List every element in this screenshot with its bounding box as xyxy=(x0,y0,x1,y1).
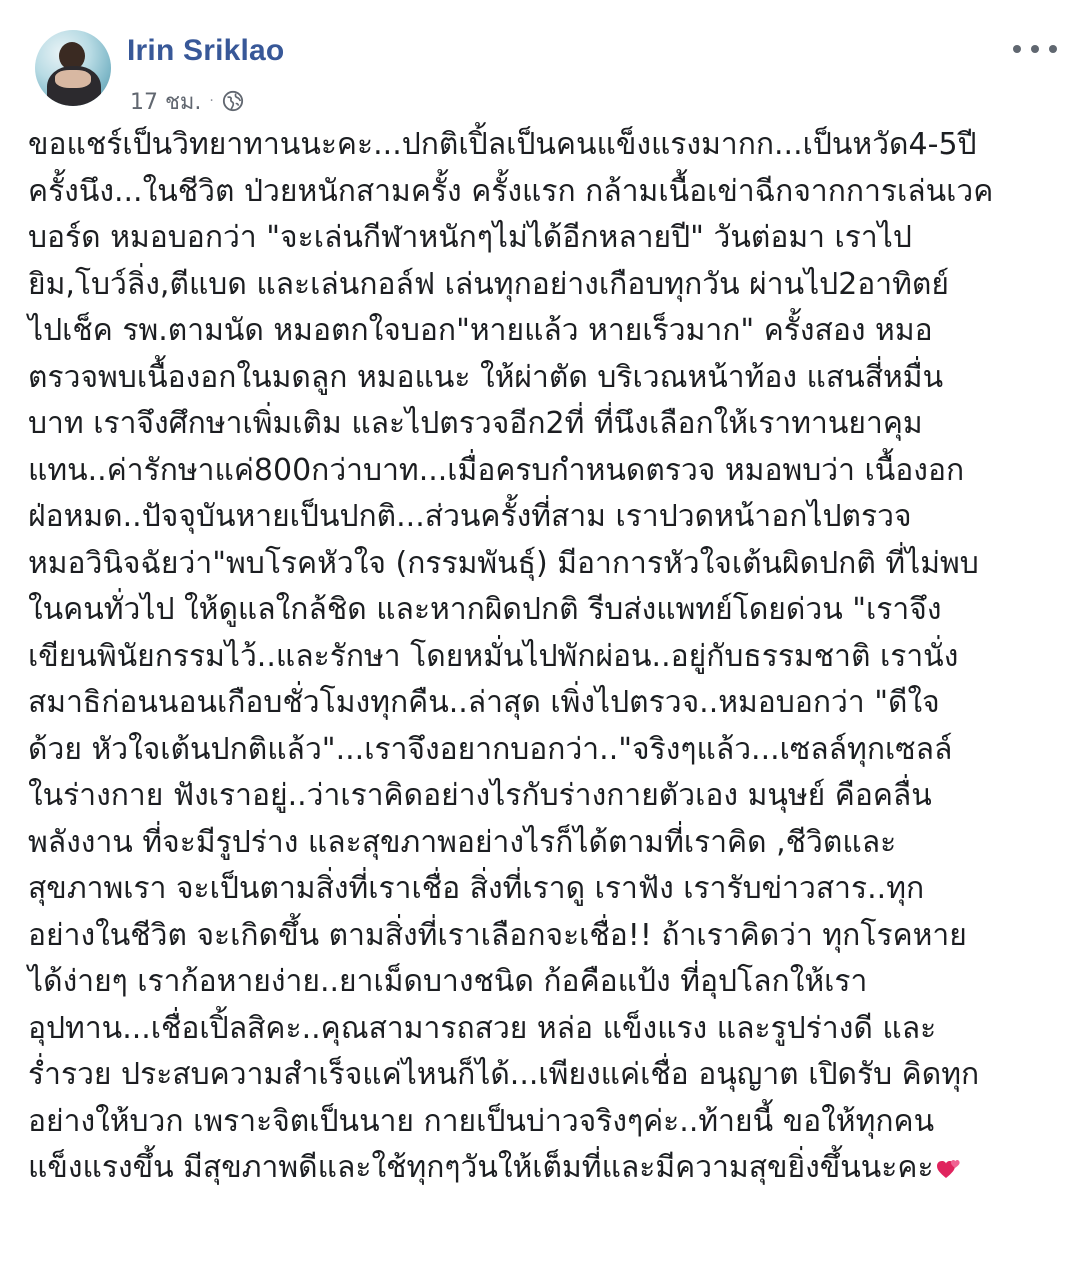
globe-icon[interactable] xyxy=(222,90,244,112)
post-text-line: ตรวจพบเนื้องอกในมดลูก หมอแนะ ให้ผ่าตัด บริเวณหน้าท้อง แสนสี่หมื่น xyxy=(28,359,944,395)
post-text-line: อย่างให้บวก เพราะจิตเป็นนาย กายเป็นบ่าวจริงๆค่ะ..ท้ายนี้ ขอให้ทุกคน xyxy=(28,1103,935,1139)
post-text-line-last xyxy=(28,1145,1063,1192)
post-text-line: บอร์ด หมอบอกว่า "จะเล่นกีฬาหนักๆไม่ได้อีกหลายปี" วันต่อมา เราไป xyxy=(28,220,912,255)
post-header xyxy=(0,0,1079,130)
more-dot xyxy=(1049,45,1057,53)
post-text-line: เขียนพินัยกรรมไว้..และรักษา โดยหมั่นไปพักผ่อน..อยู่กับธรรมชาติ เรานั่ง xyxy=(28,638,959,674)
post-text-line: หมอวินิจฉัยว่า"พบโรคหัวใจ (กรรมพันธุ์) มีอาการหัวใจเต้นผิดปกติ ที่ไม่พบ xyxy=(28,545,979,581)
post-text-line: ฝ่อหมด..ปัจจุบันหายเป็นปกติ...ส่วนครั้งที่สาม เราปวดหน้าอกไปตรวจ xyxy=(28,499,912,534)
post-text-line: อุปทาน...เชื่อเปิ้ลสิคะ..คุณสามารถสวย หล่อ แข็งแรง และรูปร่างดี และ xyxy=(28,1010,937,1046)
author-avatar[interactable] xyxy=(35,30,111,106)
post-text-line: ในร่างกาย ฟังเราอยู่..ว่าเราคิดอย่างไรกับร่างกายตัวเอง มนุษย์ คือคลื่น xyxy=(28,778,932,813)
post-text-line: ด้วย หัวใจเต้นปกติแล้ว"...เราจึงอยากบอกว่า.."จริงๆแล้ว...เซลล์ทุกเซลล์ xyxy=(28,731,953,767)
post-text-line: แทน..ค่ารักษาแค่800กว่าบาท...เมื่อครบกำหนดตรวจ หมอพบว่า เนื้องอก xyxy=(28,452,965,488)
post-text-line: ร่ำรวย ประสบความสำเร็จแค่ไหนก็ได้...เพียงแค่เชื่อ อนุญาต เปิดรับ คิดทุก xyxy=(28,1057,980,1092)
post-text-line: สุขภาพเรา จะเป็นตามสิ่งที่เราเชื่อ สิ่งที่เราดู เราฟัง เรารับข่าวสาร..ทุก xyxy=(28,871,925,906)
post-text-line: ครั้งนึง...ในชีวิต ป่วยหนักสามครั้ง ครั้งแรก กล้ามเนื้อเข่าฉีกจากการเล่นเวค xyxy=(28,173,994,209)
post-text-line: ในคนทั่วไป ให้ดูแลใกล้ชิด และหากผิดปกติ รีบส่งแพทย์โดยด่วน "เราจึง xyxy=(28,592,942,627)
meta-separator: · xyxy=(209,93,214,109)
more-options-icon[interactable] xyxy=(1013,38,1057,60)
post-meta xyxy=(130,86,244,116)
post-text-line: ไปเช็ค รพ.ตามนัด หมอตกใจบอก"หายแล้ว หายเร็วมาก" ครั้งสอง หมอ xyxy=(28,313,933,348)
post-timestamp[interactable]: 17 ชม. xyxy=(130,89,202,115)
post-text-line: ขอแชร์เป็นวิทยาทานนะคะ...ปกติเปิ้ลเป็นคนแข็งแรงมากก...เป็นหวัด4-5ปี xyxy=(28,127,977,162)
post-text-line: พลังงาน ที่จะมีรูปร่าง และสุขภาพอย่างไรก็ได้ตามที่เราคิด ,ชีวิตและ xyxy=(28,824,897,860)
more-dot xyxy=(1031,45,1039,53)
more-dot xyxy=(1013,45,1021,53)
post-text-line: สมาธิก่อนนอนเกือบชั่วโมงทุกคืน..ล่าสุด เพิ่งไปตรวจ..หมอบอกว่า "ดีใจ xyxy=(28,685,940,720)
post-text-line: ยิม,โบว์ลิ่ง,ตีแบด และเล่นกอล์ฟ เล่นทุกอย่างเกือบทุกวัน ผ่านไป2อาทิตย์ xyxy=(28,266,949,302)
author-name[interactable]: Irin Sriklao xyxy=(127,34,285,67)
post-body-text xyxy=(28,122,1063,1192)
two-hearts-icon xyxy=(936,1157,962,1181)
post-text-line: บาท เราจึงศึกษาเพิ่มเติม และไปตรวจอีก2ที่ ที่นึงเลือกให้เราทานยาคุม xyxy=(28,406,923,441)
post-text-line: แข็งแรงขึ้น มีสุขภาพดีและใช้ทุกๆวันให้เต็มที่และมีความสุขยิ่งขึ้นนะคะ xyxy=(28,1150,934,1185)
post-text-line: ได้ง่ายๆ เราก้อหายง่าย..ยาเม็ดบางชนิด ก้อคือแป้ง ที่อุปโลกให้เรา xyxy=(28,964,868,999)
post-text-line: อย่างในชีวิต จะเกิดขึ้น ตามสิ่งที่เราเลือกจะเชื่อ!! ถ้าเราคิดว่า ทุกโรคหาย xyxy=(28,917,967,953)
avatar-skin-shape xyxy=(55,70,91,88)
